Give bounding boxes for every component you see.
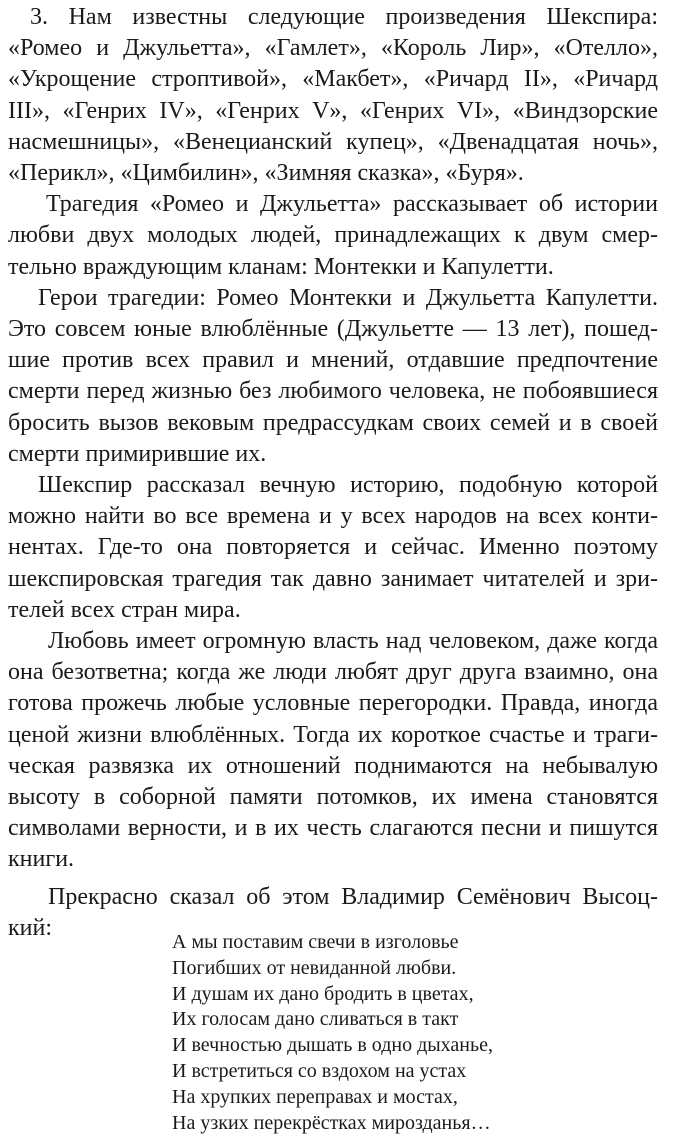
- document-page: [8, 2, 658, 944]
- poem-line: И встретиться со вздохом на устах: [172, 1059, 467, 1082]
- poem-line: И вечностью дышать в одно дыханье,: [172, 1034, 493, 1057]
- poem-line: На узких перекрёстках мирозданья…: [172, 1111, 491, 1134]
- poem-line: А мы поставим свечи в изголовье: [172, 931, 459, 953]
- paragraph-vysotsky-intro: Прекрасно сказал об этом Владимир Семёнович Высоцкий:: [8, 883, 658, 941]
- paragraph-love-power: Любовь имеет огромную власть над человеком, даже когда она безответна; когда же люди любят друг друга взаимно, она готова прожечь любые условные перегородки. Правда, иногда ценой жизни влюблённых. Тогда их короткое счастье и трагическая развязка их отношений поднимаются на небывалую высоту в соборной памяти потомков, их имена становятся символами верности, и в их честь слагаются песни и пишутся книги.: [8, 628, 658, 873]
- paragraph-heroes: Герои трагедии: Ромео Монтекки и Джульетта Капулетти. Это совсем юные влюблённые (Джульетте — 13 лет), пошедшие против всех правил и мнений, отдавшие предпочтение смерти перед жизнью без любимого человека, не побоявшиеся бросить вызов вековым предрассудкам своих семей и в своей смерти примирившие их.: [8, 284, 658, 467]
- poem-quote: [172, 930, 652, 1136]
- poem-line: На хрупких переправах и мостах,: [172, 1085, 458, 1108]
- poem-line: Погибших от невиданной любви.: [172, 956, 457, 979]
- paragraph-works-list: 3. Нам известны следующие произведения Шекспира: «Ромео и Джульетта», «Гамлет», «Король Лир», «Отелло», «Укрощение строптивой», «Макбет», «Ричард II», «Ричард III», «Генрих IV», «Генрих V», «Генрих VI», «Виндзорские насмешницы», «Венецианский купец», «Двенадцатая ночь», «Перикл», «Цимбилин», «Зимняя сказка», «Буря».: [8, 4, 658, 187]
- poem-line: Их голосам дано сливаться в такт: [172, 1008, 459, 1031]
- poem-line: И душам их дано бродить в цветах,: [172, 982, 474, 1005]
- paragraph-eternal-story: Шекспир рассказал вечную историю, подобную которой можно найти во все времена и у всех народов на всех континентах. Где-то она повторяется и сейчас. Именно поэтому шекспировская трагедия так давно занимает читателей и зрителей всех стран мира.: [8, 472, 658, 623]
- paragraph-tragedy-summary: Трагедия «Ромео и Джульетта» рассказывает об истории любви двух молодых людей, принадлежащих к двум смертельно враждующим кланам: Монтекки и Капулетти.: [8, 191, 658, 280]
